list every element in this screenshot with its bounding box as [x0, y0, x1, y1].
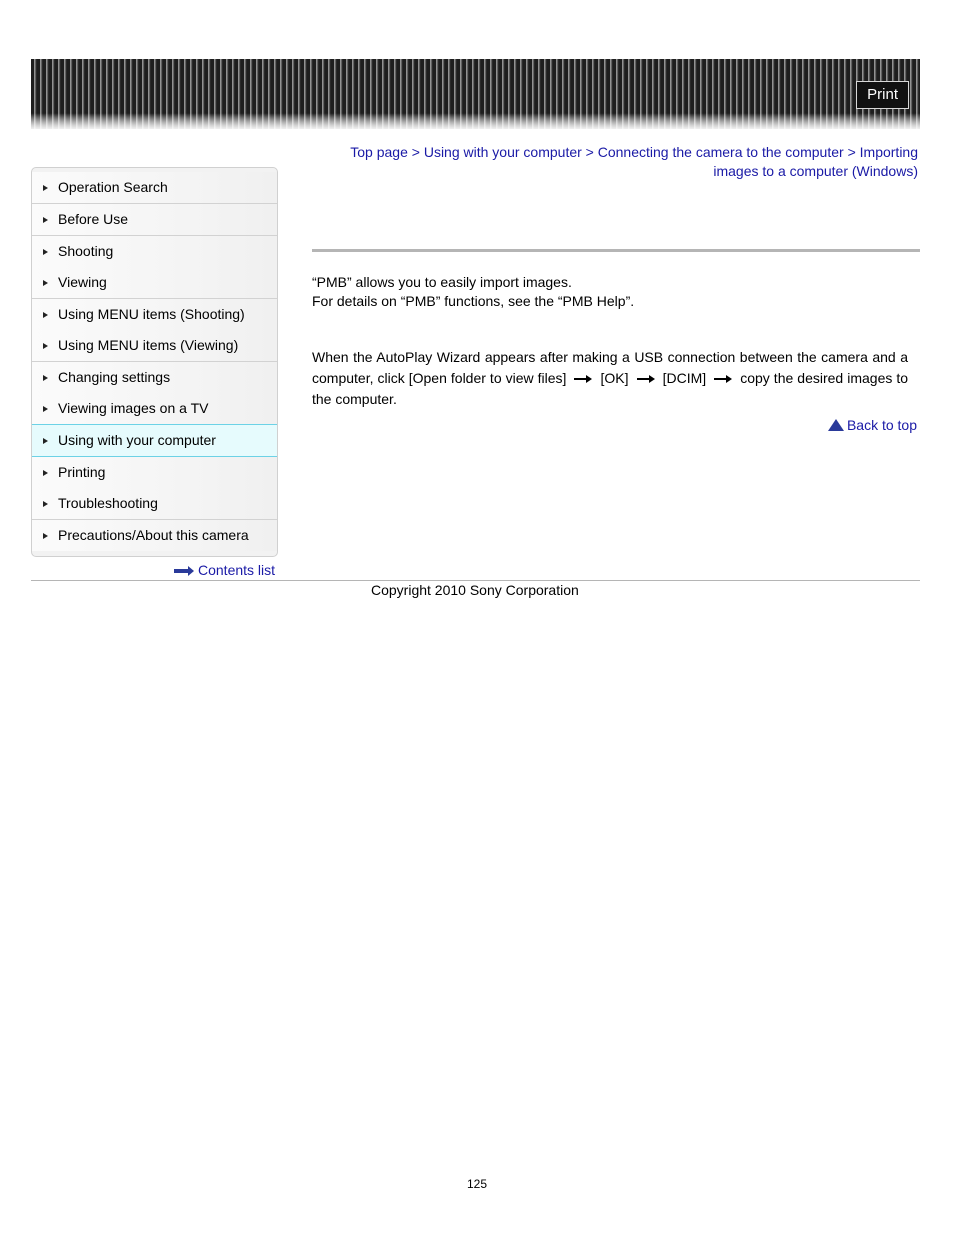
- sidebar-item-viewing[interactable]: [32, 267, 277, 299]
- content-divider: [312, 249, 920, 252]
- sidebar-item-label: Using MENU items (Shooting): [58, 306, 245, 322]
- breadcrumb-connecting[interactable]: Connecting the camera to the computer: [597, 144, 844, 160]
- sidebar-item-viewing-tv[interactable]: [32, 393, 277, 425]
- arrow-right-icon: [43, 249, 48, 255]
- arrow-right-icon: [637, 374, 655, 384]
- sidebar-item-changing-settings[interactable]: [32, 362, 277, 394]
- back-to-top-label: Back to top: [846, 417, 917, 433]
- arrow-right-icon: [43, 533, 48, 539]
- sidebar-item-label: Precautions/About this camera: [58, 527, 249, 543]
- step-text: [DCIM]: [662, 370, 707, 386]
- breadcrumb-current[interactable]: Importing images to a computer (Windows): [713, 144, 918, 179]
- up-triangle-icon: [828, 419, 844, 431]
- arrow-right-icon: [43, 217, 48, 223]
- sidebar-item-label: Using with your computer: [58, 432, 216, 448]
- intro-text-line-1: “PMB” allows you to easily import images.: [312, 274, 572, 290]
- sidebar-item-menu-viewing[interactable]: [32, 330, 277, 362]
- breadcrumb-separator: >: [411, 144, 420, 160]
- step-text: [OK]: [600, 370, 629, 386]
- step-text: copy the desired images to the computer.: [312, 370, 909, 407]
- sidebar-item-troubleshooting[interactable]: [32, 488, 277, 520]
- sidebar-item-label: Before Use: [58, 211, 129, 227]
- arrow-right-icon: [574, 374, 592, 384]
- breadcrumb: [328, 143, 918, 181]
- sidebar-item-label: Shooting: [58, 243, 114, 259]
- breadcrumb-top-page[interactable]: Top page: [350, 144, 408, 160]
- footer-divider: [31, 580, 920, 581]
- arrow-right-icon: [43, 185, 48, 191]
- arrow-right-icon: [43, 343, 48, 349]
- arrow-right-icon: [43, 280, 48, 286]
- sidebar-nav: [31, 167, 278, 557]
- sidebar-item-label: Using MENU items (Viewing): [58, 337, 239, 353]
- sidebar-item-label: Changing settings: [58, 369, 171, 385]
- sidebar-item-label: Operation Search: [58, 179, 168, 195]
- import-steps: [312, 347, 908, 410]
- print-button[interactable]: Print: [856, 81, 909, 109]
- page-header: [31, 59, 920, 129]
- arrow-right-icon: [43, 501, 48, 507]
- sidebar-item-before-use[interactable]: [32, 204, 277, 236]
- breadcrumb-separator: >: [585, 144, 594, 160]
- arrow-right-icon: [43, 312, 48, 318]
- step-text: When the AutoPlay Wizard appears after making a USB connection between the camera and a computer, click [Open folder to view files]: [312, 349, 908, 386]
- breadcrumb-using-computer[interactable]: Using with your computer: [423, 144, 582, 160]
- arrow-right-icon: [43, 438, 48, 444]
- back-to-top-link[interactable]: [828, 417, 917, 433]
- arrow-right-icon: [714, 374, 732, 384]
- page-number: 125: [466, 1177, 488, 1191]
- sidebar-item-menu-shooting[interactable]: [32, 299, 277, 331]
- copyright-text: Copyright 2010 Sony Corporation: [371, 582, 579, 598]
- arrow-right-icon: [174, 566, 194, 576]
- sidebar-item-label: Viewing images on a TV: [58, 400, 209, 416]
- sidebar-item-using-computer[interactable]: [31, 424, 278, 457]
- breadcrumb-separator: >: [847, 144, 856, 160]
- sidebar-item-label: Printing: [58, 464, 106, 480]
- sidebar-item-label: Troubleshooting: [58, 495, 158, 511]
- contents-list-label: Contents list: [198, 562, 276, 578]
- intro-text-line-2: For details on “PMB” functions, see the “PMB Help”.: [312, 293, 635, 309]
- sidebar-item-label: Viewing: [58, 274, 107, 290]
- sidebar-item-operation-search[interactable]: [32, 172, 277, 204]
- arrow-right-icon: [43, 406, 48, 412]
- contents-list-link[interactable]: [174, 562, 275, 580]
- sidebar-item-shooting[interactable]: [32, 236, 277, 268]
- sidebar-item-precautions[interactable]: [32, 520, 277, 551]
- arrow-right-icon: [43, 470, 48, 476]
- arrow-right-icon: [43, 375, 48, 381]
- sidebar-item-printing[interactable]: [32, 457, 277, 489]
